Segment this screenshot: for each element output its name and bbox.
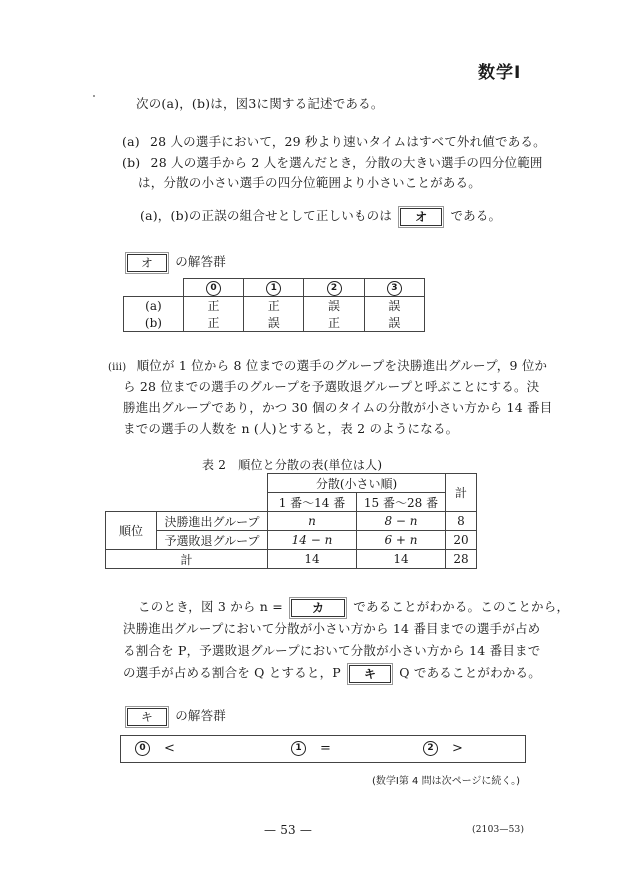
part-iii-text: 順位が 1 位から 8 位までの選手のグループを決勝進出グループ，9 位か [136,358,548,373]
question-o-text: (a)，(b)の正誤の組合せとして正しいものは [140,208,393,223]
table-row [106,512,477,531]
cell: 8 − n [357,512,446,531]
statement-b-label: (b) [122,155,141,170]
answer-group-o-label: の解答群 [175,254,226,269]
conclusion-text: このとき，図 3 から n = [138,599,283,614]
part-iii-line2: ら 28 位までの選手のグループを予選敗退グループと呼ぶことにする。決 [123,379,540,394]
cell: 誤 [364,314,424,332]
answer-table-o [123,278,425,332]
part-iii-line1 [108,356,547,378]
circled-number: 3 [387,281,402,296]
col-header: 1 番～14 番 [268,493,357,512]
cell: 6 + n [357,531,446,550]
circled-number: 2 [423,741,438,756]
continue-note: (数学Ⅰ第 4 問は次ページに続く。) [372,776,521,787]
choice-equal[interactable] [291,741,331,756]
scan-speck [93,95,95,97]
answer-box-ki-label: キ [127,708,167,726]
choice-3[interactable] [364,279,424,297]
part-iii-line3: 勝進出グループであり，かつ 30 個のタイムの分散が小さい方から 14 番目 [123,400,553,415]
col-header: 15 番～28 番 [357,493,446,512]
cell: 正 [183,314,243,332]
answer-group-ki-heading [127,706,226,726]
answer-box-o[interactable]: オ [400,208,442,226]
answer-group-ki-label: の解答群 [175,708,226,723]
cell: 正 [183,297,243,315]
statement-b-text-line1: 28 人の選手から 2 人を選んだとき，分散の大きい選手の四分位範囲 [150,155,543,170]
conclusion-line1 [138,597,569,617]
cell: 誤 [244,314,304,332]
row-label: 予選敗退グループ [157,531,268,550]
table-row [124,297,425,315]
row-label: 計 [106,550,268,569]
answer-table-o-header [124,279,425,297]
cell: 14 [357,550,446,569]
cell: 14 [268,550,357,569]
statement-a [122,132,546,152]
part-iii-line4: までの選手の人数を n (人)とすると，表 2 のようになる。 [123,421,459,436]
page-code: (2103—53) [472,825,525,835]
subject-title: 数学Ⅰ [478,63,522,83]
statement-b-text-line2: は，分散の小さい選手の四分位範囲より小さいことがある。 [138,175,481,190]
row-label: 決勝進出グループ [157,512,268,531]
table2-caption: 表 2 順位と分散の表(単位は人) [202,458,383,472]
intro-text: 次の(a)，(b)は，図3に関する記述である。 [136,96,384,111]
statement-b [122,153,543,173]
answer-box-ki[interactable]: キ [349,665,391,683]
table2 [105,473,477,569]
answer-box-ka[interactable]: カ [291,599,345,617]
cell: 誤 [304,297,364,315]
answer-group-o-heading [127,252,226,272]
grand-total: 28 [446,550,477,569]
answer-box-o-label: オ [127,254,167,272]
cell: 正 [244,297,304,315]
choice-greater-than[interactable] [423,741,463,756]
choice-1[interactable] [244,279,304,297]
choice-0[interactable] [183,279,243,297]
question-o-after: である。 [450,208,502,223]
cell: 正 [304,314,364,332]
statement-a-label: (a) [122,134,140,149]
row-total: 20 [446,531,477,550]
circled-number: 0 [206,281,221,296]
choice-less-than[interactable] [135,741,175,756]
row-label: (b) [124,314,184,332]
cell: n [268,512,357,531]
conclusion-text: Q であることがわかる。 [399,665,541,680]
table-row-total [106,550,477,569]
empty-cell [106,474,268,512]
choice-symbol: > [452,741,463,756]
page-number: — 53 — [264,823,313,837]
cell: 誤 [364,297,424,315]
conclusion-line3: る割合を P，予選敗退グループにおいて分散が小さい方から 14 番目まで [123,643,541,658]
statement-a-text: 28 人の選手において，29 秒より速いタイムはすべて外れ値である。 [150,134,546,149]
row-total: 8 [446,512,477,531]
header-group: 分散(小さい順) [268,474,446,493]
cell: 14 − n [268,531,357,550]
table-row [124,314,425,332]
circled-number: 2 [327,281,342,296]
row-group-label: 順位 [106,512,157,550]
part-iii-label: (iii) [108,362,127,373]
circled-number: 1 [266,281,281,296]
choice-symbol: < [164,741,175,756]
conclusion-text: の選手が占める割合を Q とすると，P [123,665,341,680]
circled-number: 1 [291,741,306,756]
question-o [140,206,501,226]
conclusion-text: であることがわかる。このことから， [353,599,570,614]
answer-choices-ki [120,735,526,763]
total-header: 計 [446,474,477,512]
row-label: (a) [124,297,184,315]
circled-number: 0 [135,741,150,756]
conclusion-line4 [123,663,541,683]
choice-2[interactable] [304,279,364,297]
choice-symbol: = [320,741,331,756]
table2-header-row [106,474,477,493]
empty-cell [124,279,184,297]
conclusion-line2: 決勝進出グループにおいて分散が小さい方から 14 番目までの選手が占め [123,621,541,636]
table-row [106,531,477,550]
